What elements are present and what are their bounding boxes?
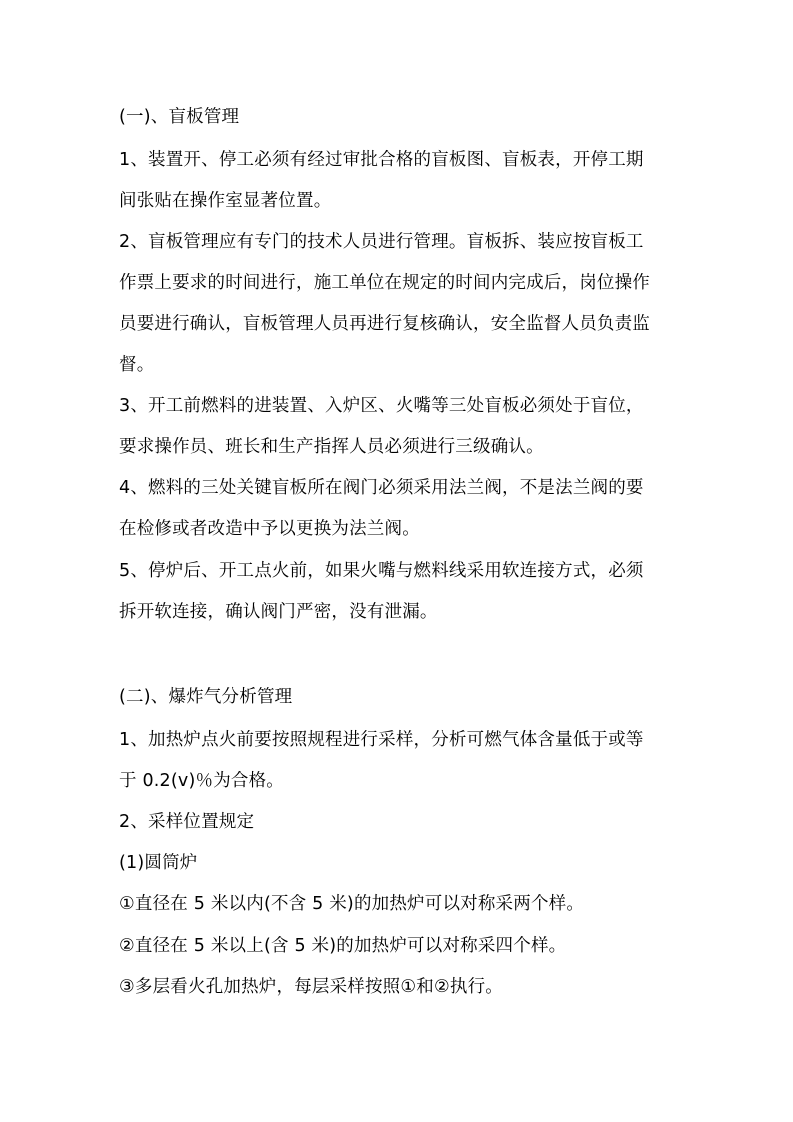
paragraph-line: ②直径在 5 米以上(含 5 米)的加热炉可以对称采四个样。 [119,936,567,956]
paragraph-line: 3、开工前燃料的进装置、入炉区、火嘴等三处盲板必须处于盲位， [119,396,644,416]
paragraph-line: 作票上要求的时间进行，施工单位在规定的时间内完成后，岗位操作 [119,273,650,293]
paragraph-line: 1、装置开、停工必须有经过审批合格的盲板图、盲板表，开停工期 [119,150,644,170]
paragraph-line: 4、燃料的三处关键盲板所在阀门必须采用法兰阀，不是法兰阀的要 [119,478,644,498]
section-heading-blind-plate: (一)、盲板管理 [119,107,240,127]
paragraph-line: 于 0.2(v)％为合格。 [119,771,285,791]
paragraph-line: 5、停炉后、开工点火前，如果火嘴与燃料线采用软连接方式，必须 [119,561,644,581]
paragraph-line: (1)圆筒炉 [119,853,198,873]
paragraph-line: 2、盲板管理应有专门的技术人员进行管理。盲板拆、装应按盲板工 [119,232,644,252]
paragraph-line: 2、采样位置规定 [119,812,255,832]
paragraph-line: ①直径在 5 米以内(不含 5 米)的加热炉可以对称采两个样。 [119,894,585,914]
paragraph-line: 在检修或者改造中予以更换为法兰阀。 [119,519,420,539]
paragraph-line: 间张贴在操作室显著位置。 [119,191,332,211]
paragraph-line: 督。 [119,355,155,375]
paragraph-line: 要求操作员、班长和生产指挥人员必须进行三级确认。 [119,437,544,457]
paragraph-line: 员要进行确认，盲板管理人员再进行复核确认，安全监督人员负责监 [119,314,650,334]
paragraph-line: 拆开软连接，确认阀门严密，没有泄漏。 [119,602,438,622]
paragraph-line: ③多层看火孔加热炉，每层采样按照①和②执行。 [119,977,503,997]
paragraph-line: 1、加热炉点火前要按照规程进行采样，分析可燃气体含量低于或等 [119,730,644,750]
section-heading-explosive-gas: (二)、爆炸气分析管理 [119,687,293,707]
